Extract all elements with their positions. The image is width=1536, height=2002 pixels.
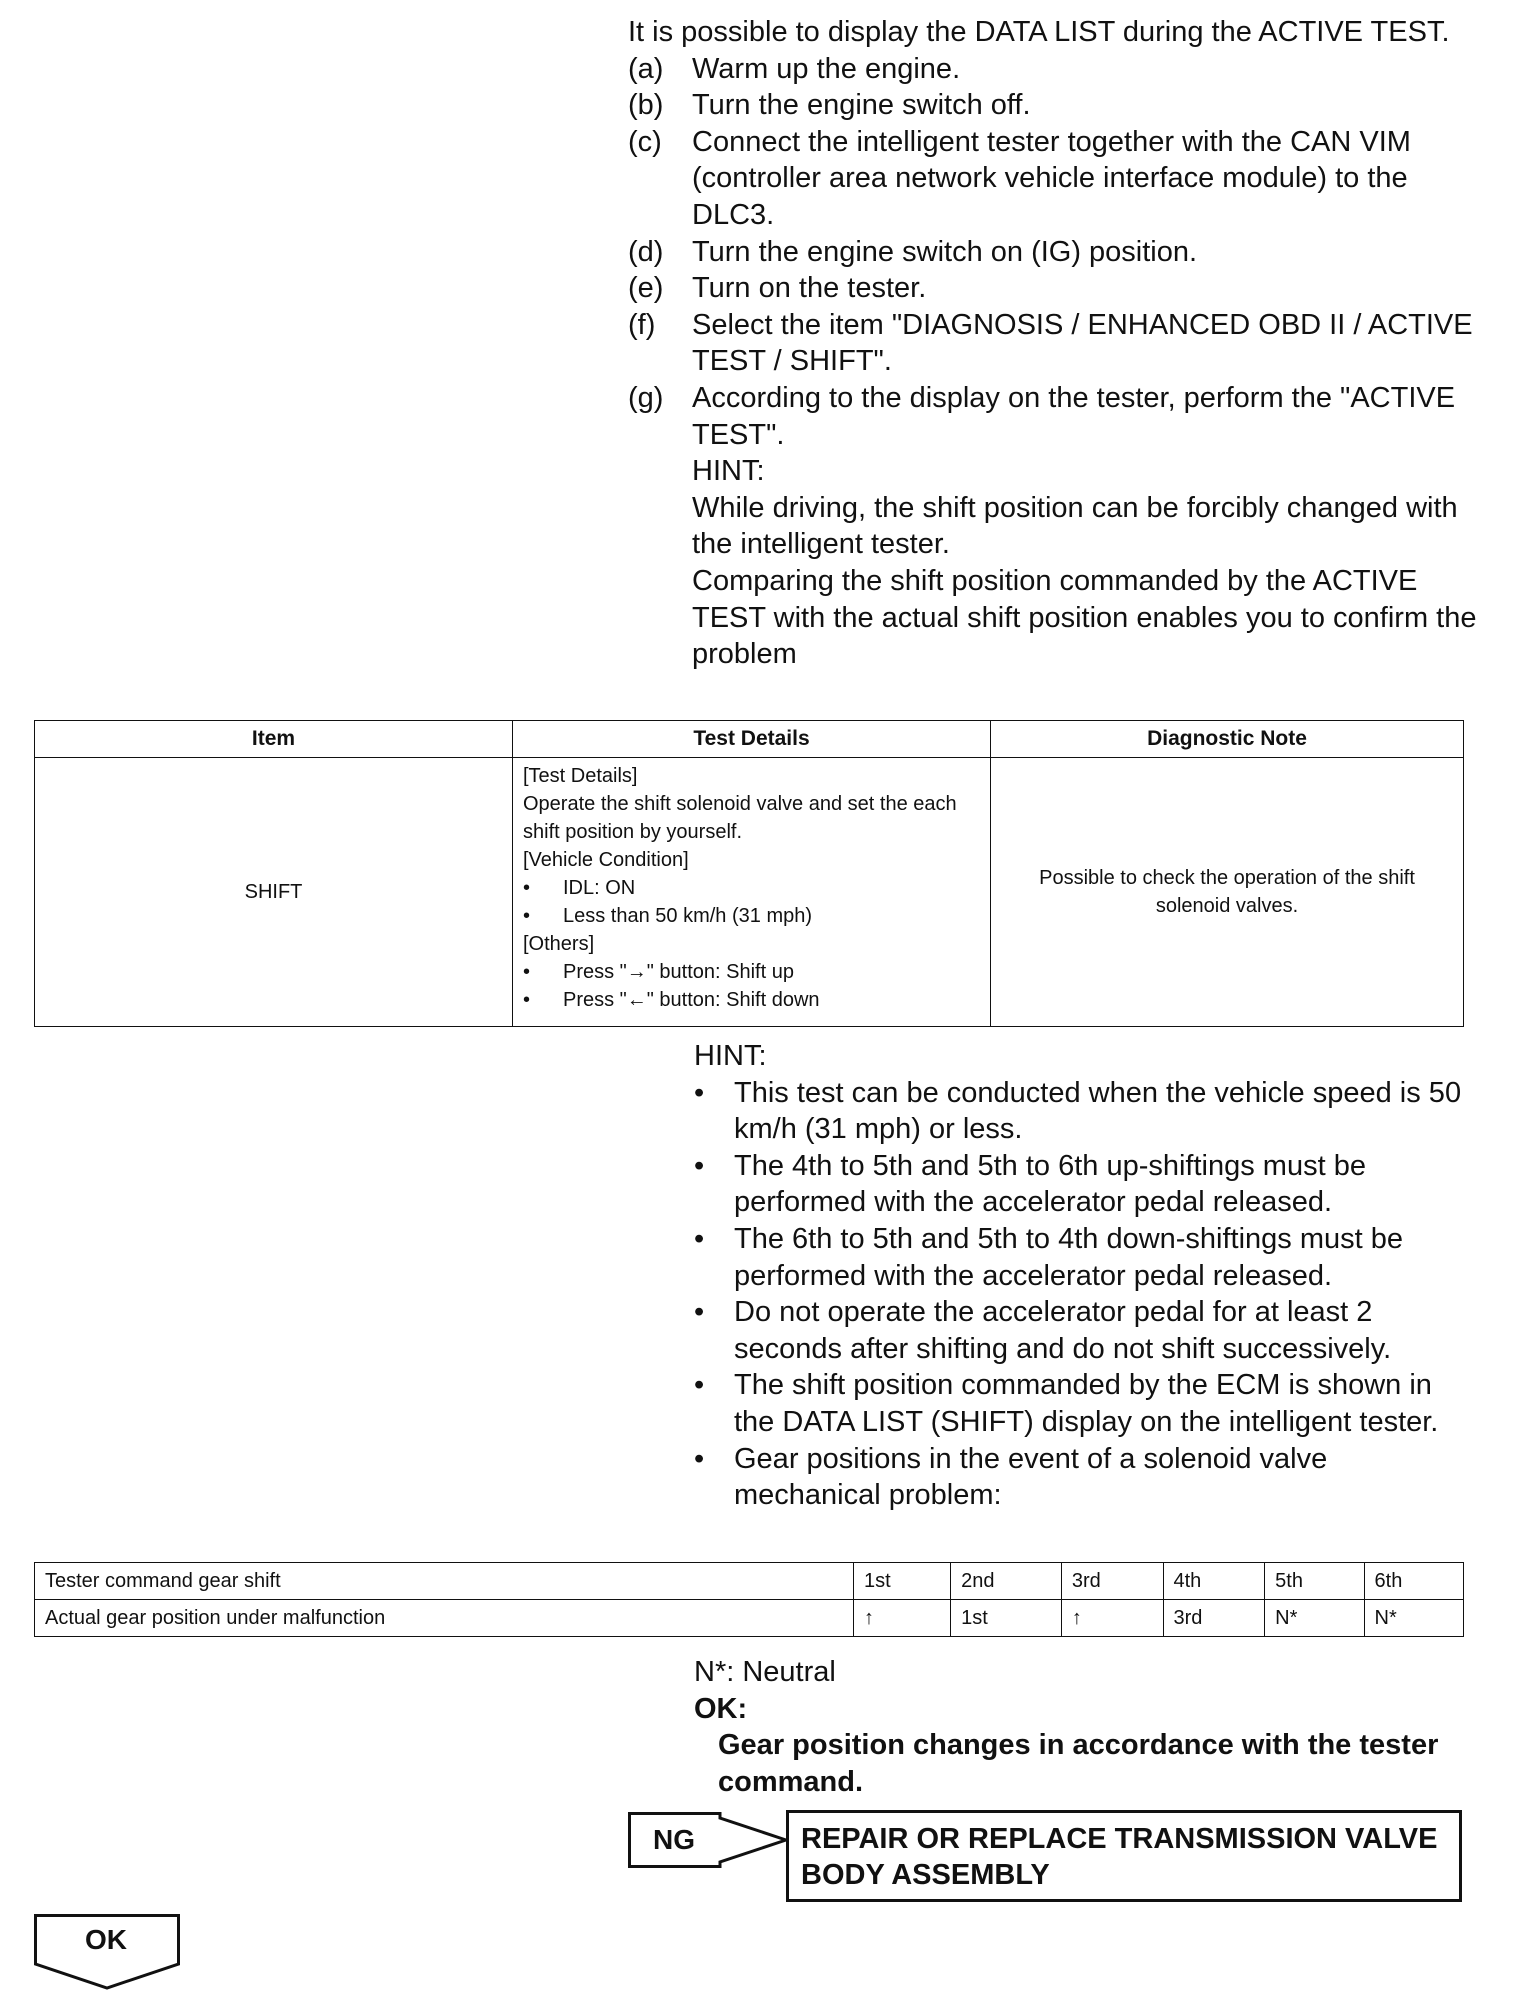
details-text: Operate the shift solenoid valve and set the each shift position by yourself. [523, 793, 957, 843]
intro-lead: It is possible to display the DATA LIST during the ACTIVE TEST. [628, 16, 1450, 48]
hint-section [694, 1038, 1474, 1514]
gear-cell: ↑ [854, 1600, 951, 1637]
list-item-text: Gear positions in the event of a solenoid valve mechanical problem: [734, 1442, 1328, 1512]
list-item [694, 1294, 1474, 1367]
hint-list [694, 1075, 1474, 1514]
ok-arrow [34, 1914, 180, 1990]
intro-hint [692, 453, 1488, 673]
hint-label: HINT: [694, 1040, 767, 1072]
step-label: (c) [628, 125, 662, 158]
list-item-text: The shift position commanded by the ECM is shown in the DATA LIST (SHIFT) display on the intelligent tester. [734, 1369, 1439, 1438]
bullet-mark: • [694, 1369, 705, 1402]
gear-cell: 4th [1163, 1563, 1265, 1600]
step-e [628, 270, 1488, 307]
hint-line: Comparing the shift position commanded by the ACTIVE TEST with the actual shift position enables you to confirm the problem [692, 564, 1477, 671]
details-heading: [Test Details] [523, 765, 638, 787]
intro-section [628, 14, 1488, 673]
bullet-mark: • [523, 989, 531, 1011]
list-item [694, 1367, 1474, 1440]
step-text: Select the item "DIAGNOSIS / ENHANCED OBD II / ACTIVE TEST / SHIFT". [692, 308, 1473, 378]
repair-action-box: REPAIR OR REPLACE TRANSMISSION VALVE BODY ASSEMBLY [786, 1810, 1462, 1902]
bullet-mark: • [523, 961, 531, 983]
gear-cell: 3rd [1061, 1563, 1163, 1600]
bullet-mark: • [523, 877, 531, 899]
details-bullet [523, 902, 980, 930]
row-label-tester-command: Tester command gear shift [35, 1563, 854, 1600]
bullet-mark: • [694, 1076, 705, 1109]
gear-cell: 1st [854, 1563, 951, 1600]
step-a [628, 51, 1488, 88]
result-section [694, 1654, 1474, 1800]
step-f [628, 307, 1488, 380]
details-heading: [Others] [523, 933, 595, 955]
bullet-mark: • [523, 905, 531, 927]
list-item-text: This test can be conducted when the vehicle speed is 50 km/h (31 mph) or less. [734, 1076, 1462, 1146]
bullet-text: Press "→" button: Shift up [563, 961, 794, 983]
column-header-diagnostic-note: Diagnostic Note [991, 721, 1464, 758]
active-test-table [34, 720, 1464, 1027]
hint-label: HINT: [692, 455, 765, 488]
bullet-text: Less than 50 km/h (31 mph) [563, 905, 813, 927]
bullet-text: IDL: ON [563, 877, 636, 899]
bullet-text: Press "←" button: Shift down [563, 989, 820, 1011]
details-bullet [523, 874, 980, 902]
step-g [628, 380, 1488, 453]
list-item [694, 1441, 1474, 1514]
gear-cell: 1st [951, 1600, 1062, 1637]
details-bullet [523, 986, 980, 1014]
neutral-note: N*: Neutral [694, 1656, 836, 1688]
list-item [694, 1075, 1474, 1148]
column-header-item: Item [35, 721, 513, 758]
gear-cell: N* [1364, 1600, 1463, 1637]
step-text: According to the display on the tester, perform the "ACTIVE TEST". [692, 381, 1456, 451]
ok-arrow-label: OK [85, 1924, 127, 1955]
gear-cell: 3rd [1163, 1600, 1265, 1637]
list-item [694, 1221, 1474, 1294]
bullet-mark: • [694, 1222, 705, 1255]
step-text: Turn the engine switch off. [692, 89, 1031, 122]
ng-label: NG [653, 1824, 695, 1855]
step-label: (e) [628, 272, 664, 305]
table-row [35, 1600, 1464, 1637]
ng-arrow [628, 1812, 788, 1868]
bullet-mark: • [694, 1296, 705, 1329]
step-label: (f) [628, 308, 656, 341]
cell-item: SHIFT [35, 758, 513, 1027]
details-bullet [523, 958, 980, 986]
gear-cell: N* [1265, 1600, 1364, 1637]
table-row [35, 1563, 1464, 1600]
hint-line: While driving, the shift position can be forcibly changed with the intelligent tester. [692, 491, 1458, 561]
list-item-text: The 6th to 5th and 5th to 4th down-shiftings must be performed with the accelerator pedal released. [734, 1222, 1404, 1292]
step-label: (a) [628, 52, 664, 85]
table-header-row [35, 721, 1464, 758]
step-label: (d) [628, 235, 664, 268]
column-header-test-details: Test Details [513, 721, 991, 758]
list-item-text: The 4th to 5th and 5th to 6th up-shiftings must be performed with the accelerator pedal released. [734, 1149, 1366, 1219]
list-item-text: Do not operate the accelerator pedal for at least 2 seconds after shifting and do not shift successively. [734, 1296, 1392, 1365]
list-item [694, 1148, 1474, 1221]
gear-cell: ↑ [1061, 1600, 1163, 1637]
step-text: Warm up the engine. [692, 52, 961, 85]
table-row [35, 758, 1464, 1027]
gear-position-table [34, 1562, 1464, 1637]
step-c [628, 124, 1488, 234]
step-text: Turn the engine switch on (IG) position. [692, 235, 1198, 268]
bullet-mark: • [694, 1442, 705, 1475]
gear-cell: 5th [1265, 1563, 1364, 1600]
step-label: (b) [628, 89, 664, 122]
gear-cell: 6th [1364, 1563, 1463, 1600]
details-heading: [Vehicle Condition] [523, 849, 689, 871]
cell-diagnostic-note: Possible to check the operation of the shift solenoid valves. [991, 758, 1464, 1027]
step-text: Turn on the tester. [692, 272, 927, 305]
gear-cell: 2nd [951, 1563, 1062, 1600]
row-label-actual-gear: Actual gear position under malfunction [35, 1600, 854, 1637]
ok-criteria: Gear position changes in accordance with the tester command. [718, 1729, 1439, 1798]
cell-test-details [513, 758, 991, 1027]
step-text: Connect the intelligent tester together with the CAN VIM (controller area network vehicle interface module) to the DLC3. [692, 125, 1411, 231]
ok-label: OK: [694, 1692, 748, 1725]
bullet-mark: • [694, 1149, 705, 1182]
step-b [628, 87, 1488, 124]
step-label: (g) [628, 381, 664, 414]
step-d [628, 234, 1488, 271]
